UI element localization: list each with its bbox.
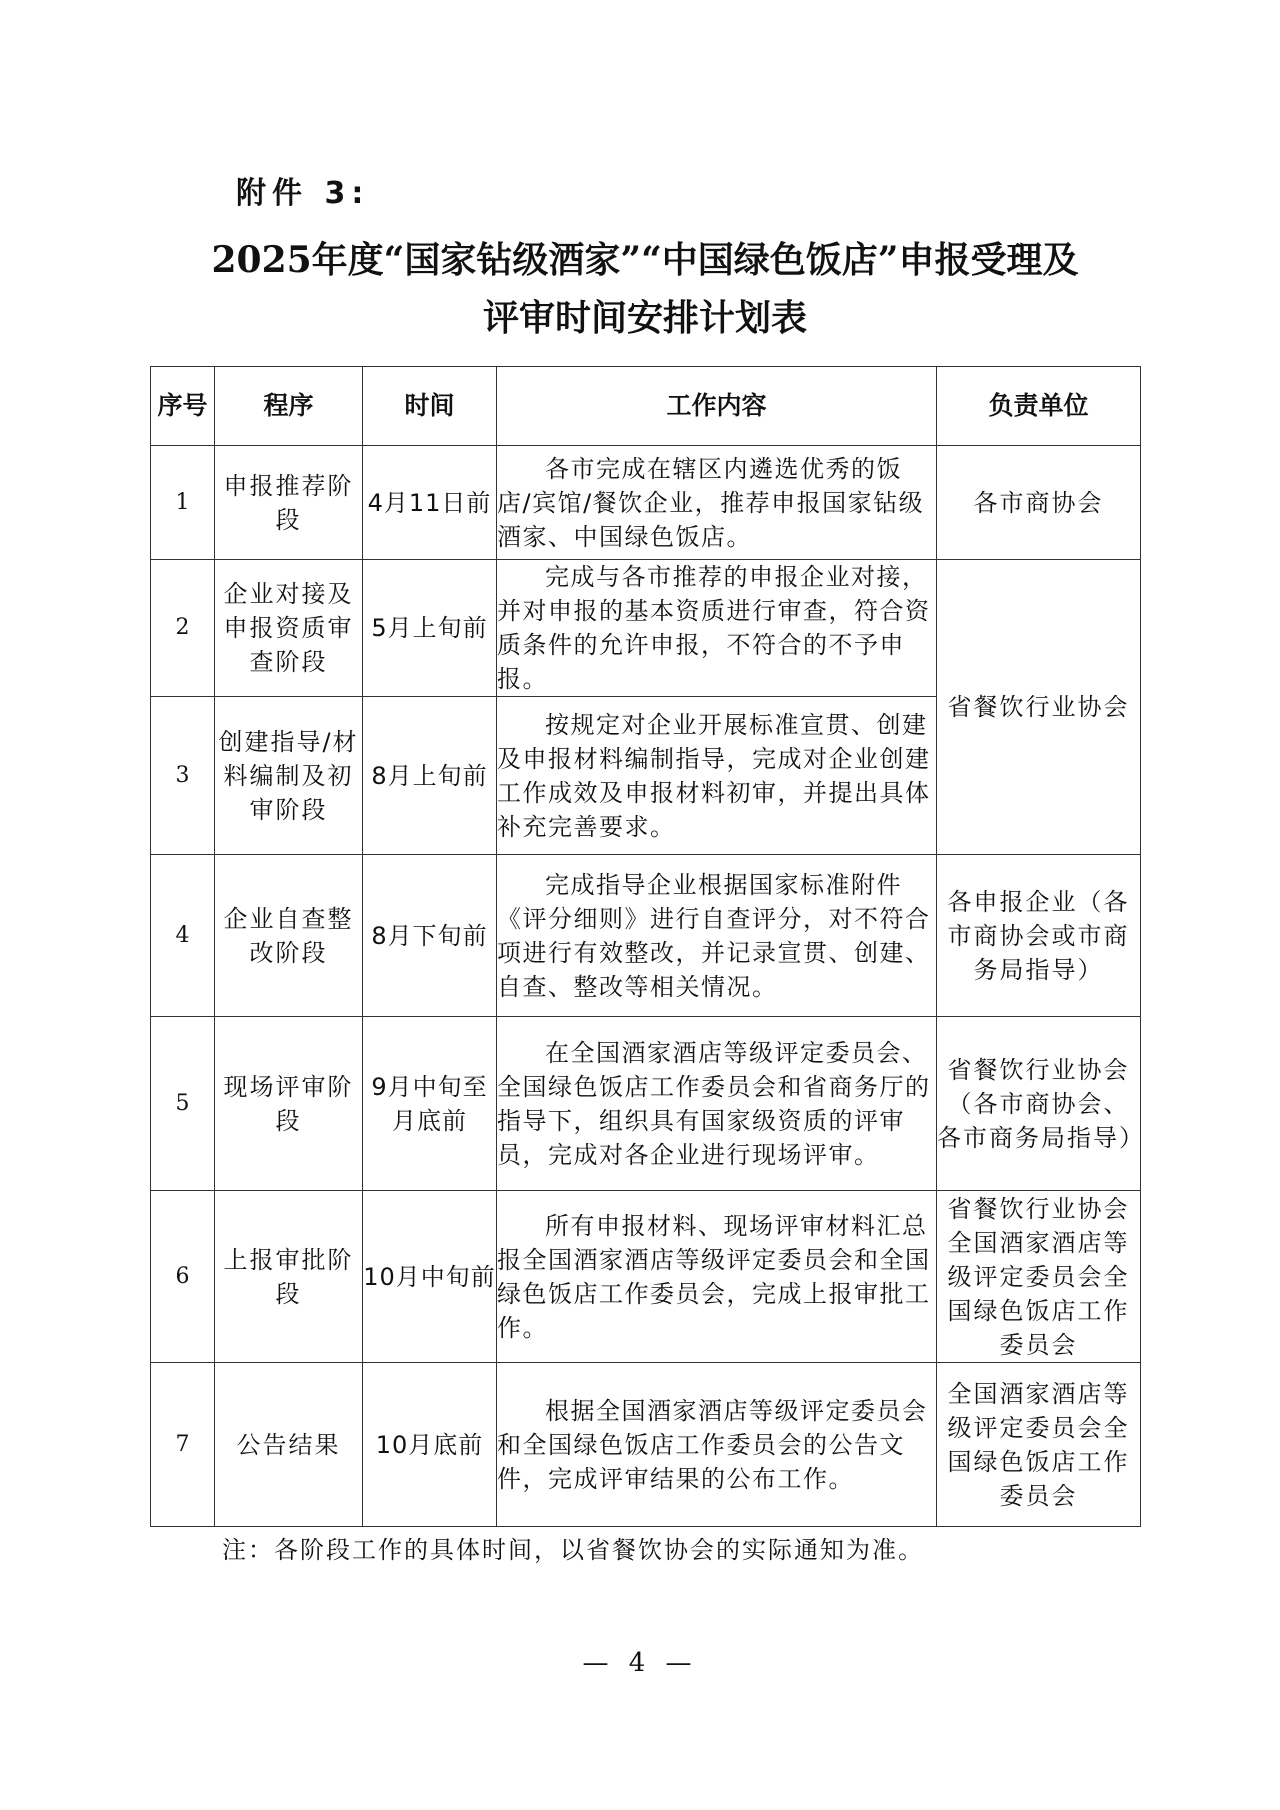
header-procedure: 程序 — [215, 367, 363, 446]
row-work-content — [497, 446, 937, 560]
row-time: 8月下旬前 — [363, 855, 497, 1017]
document-title-line-2: 评审时间安排计划表 — [482, 297, 807, 339]
table-row — [151, 855, 1141, 1017]
table-row — [151, 446, 1141, 560]
row-no: 5 — [151, 1017, 215, 1191]
row-responsible-unit: 各申报企业（各市商协会或市商务局指导） — [937, 855, 1141, 1017]
row-work-content — [497, 560, 937, 697]
row-procedure: 公告结果 — [215, 1363, 363, 1527]
row-work-text: 按规定对企业开展标准宣贯、创建及申报材料编制指导，完成对企业创建工作成效及申报材料初审，并提出具体补充完善要求。 — [497, 710, 931, 841]
row-work-text: 根据全国酒家酒店等级评定委员会和全国绿色饭店工作委员会的公告文件，完成评审结果的公布工作。 — [497, 1396, 928, 1493]
row-responsible-unit: 各市商协会 — [937, 446, 1141, 560]
table-row — [151, 1017, 1141, 1191]
row-responsible-unit: 全国酒家酒店等级评定委员会全国绿色饭店工作委员会 — [937, 1363, 1141, 1527]
footnote: 注：各阶段工作的具体时间，以省餐饮协会的实际通知为准。 — [222, 1536, 924, 1564]
row-procedure: 现场评审阶段 — [215, 1017, 363, 1191]
row-responsible-unit: 省餐饮行业协会 — [937, 560, 1141, 855]
row-no: 2 — [151, 560, 215, 697]
row-work-text: 所有申报材料、现场评审材料汇总报全国酒家酒店等级评定委员会和全国绿色饭店工作委员会，完成上报审批工作。 — [497, 1211, 931, 1342]
row-time: 10月底前 — [363, 1363, 497, 1527]
row-time: 8月上旬前 — [363, 697, 497, 855]
row-procedure: 企业对接及申报资质审查阶段 — [215, 560, 363, 697]
row-no: 6 — [151, 1191, 215, 1363]
attachment-label: 附件 3: — [236, 176, 370, 211]
row-procedure: 企业自查整改阶段 — [215, 855, 363, 1017]
row-no: 1 — [151, 446, 215, 560]
row-no: 7 — [151, 1363, 215, 1527]
row-work-content — [497, 855, 937, 1017]
header-responsible-unit: 负责单位 — [937, 367, 1141, 446]
row-time: 5月上旬前 — [363, 560, 497, 697]
row-time: 4月11日前 — [363, 446, 497, 560]
schedule-table — [150, 366, 1145, 1527]
row-work-content — [497, 1191, 937, 1363]
row-work-content — [497, 697, 937, 855]
row-responsible-unit: 省餐饮行业协会全国酒家酒店等级评定委员会全国绿色饭店工作委员会 — [937, 1191, 1141, 1363]
row-procedure: 申报推荐阶段 — [215, 446, 363, 560]
row-no: 4 — [151, 855, 215, 1017]
row-responsible-unit: 省餐饮行业协会（各市商协会、各市商务局指导） — [937, 1017, 1141, 1191]
row-procedure: 创建指导/材料编制及初审阶段 — [215, 697, 363, 855]
row-work-text: 完成指导企业根据国家标准附件《评分细则》进行自查评分，对不符合项进行有效整改，并记录宣贯、创建、自查、整改等相关情况。 — [497, 870, 931, 1001]
document-title-line-1: 2025年度“国家钻级酒家”“中国绿色饭店”申报受理及 — [211, 239, 1079, 281]
page-number: — 4 — — [582, 1648, 698, 1678]
table-row — [151, 1363, 1141, 1527]
row-work-text: 各市完成在辖区内遴选优秀的饭店/宾馆/餐饮企业，推荐申报国家钻级酒家、中国绿色饭店。 — [497, 454, 925, 551]
row-work-content — [497, 1363, 937, 1527]
row-work-text: 完成与各市推荐的申报企业对接，并对申报的基本资质进行审查，符合资质条件的允许申报，不符合的不予申报。 — [497, 563, 931, 693]
row-time: 10月中旬前 — [363, 1191, 497, 1363]
header-time: 时间 — [363, 367, 497, 446]
table-row — [151, 560, 1141, 697]
table-row — [151, 1191, 1141, 1363]
row-time: 9月中旬至月底前 — [363, 1017, 497, 1191]
table-header-row — [151, 367, 1141, 446]
header-work-content: 工作内容 — [497, 367, 937, 446]
row-work-text: 在全国酒家酒店等级评定委员会、全国绿色饭店工作委员会和省商务厅的指导下，组织具有国家级资质的评审员，完成对各企业进行现场评审。 — [497, 1038, 931, 1169]
row-work-content — [497, 1017, 937, 1191]
row-procedure: 上报审批阶段 — [215, 1191, 363, 1363]
row-no: 3 — [151, 697, 215, 855]
header-no: 序号 — [151, 367, 215, 446]
